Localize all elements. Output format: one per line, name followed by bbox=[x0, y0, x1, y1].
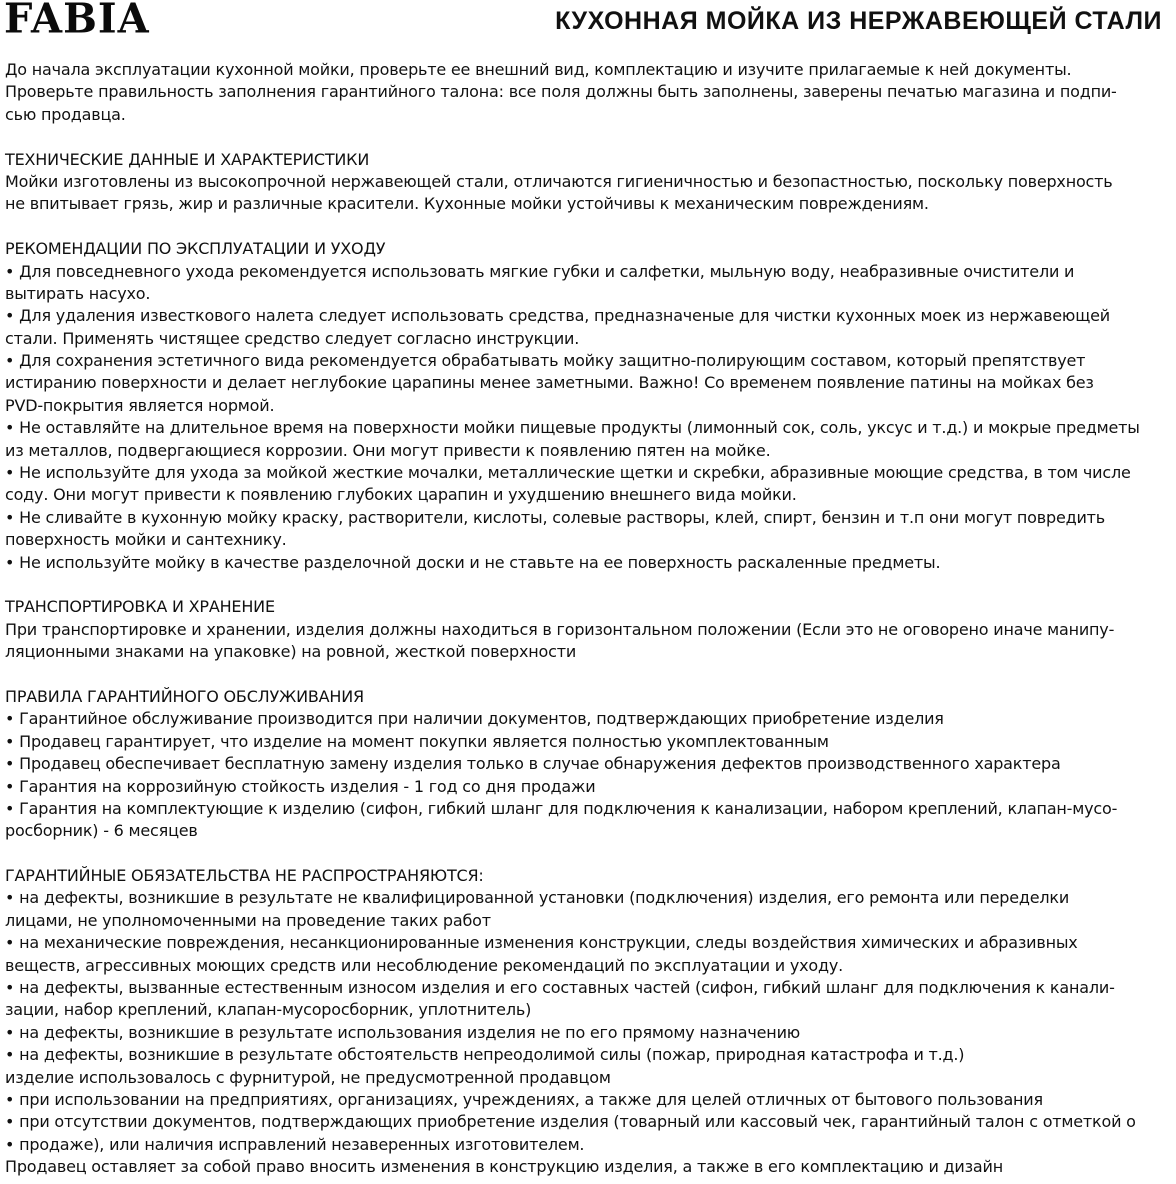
section-gap bbox=[5, 574, 1173, 596]
transport-heading: ТРАНСПОРТИРОВКА И ХРАНЕНИЕ bbox=[5, 597, 275, 617]
exclusions-line: • при отсутствии документов, подтверждающих приобретение изделия (товарный или кассовый чек, гарантийный талон с отметкой о bbox=[5, 1112, 1136, 1132]
warranty-line: • Гарантия на коррозийную стойкость изделия - 1 год со дня продажи bbox=[5, 776, 596, 796]
exclusions-line: • на дефекты, вызванные естественным износом изделия и его составных частей (сифон, гибкий шланг для подключения к канали- bbox=[5, 978, 1115, 998]
exclusions-line: изделие использовалось с фурнитурой, не предусмотренной продавцом bbox=[5, 1067, 611, 1087]
exclusions-line: зации, набор креплений, клапан-мусоросборник, уплотнитель) bbox=[5, 1000, 532, 1020]
care-line: • Для удаления известкового налета следует использовать средства, предназначеные для чистки кухонных моек из нержавеющей bbox=[5, 306, 1110, 326]
intro-line: До начала эксплуатации кухонной мойки, проверьте ее внешний вид, комплектацию и изучите прилагаемые к ней документы. bbox=[5, 60, 1072, 79]
warranty-line: • Гарантия на комплектующие к изделию (сифон, гибкий шланг для подключения к канализации, набором креплений, клапан-мусо- bbox=[5, 798, 1118, 818]
care-line: соду. Они могут привести к появлению глубоких царапин и ухудшению внешнего вида мойки. bbox=[5, 485, 797, 505]
transport-section bbox=[5, 596, 1173, 663]
warranty-heading: ПРАВИЛА ГАРАНТИЙНОГО ОБСЛУЖИВАНИЯ bbox=[5, 686, 364, 706]
exclusions-line: веществ, агрессивных моющих средств или несоблюдение рекомендаций по эксплуатации и уходу. bbox=[5, 955, 844, 975]
tech-line: не впитывает грязь, жир и различные красители. Кухонные мойки устойчивы к механическим повреждениям. bbox=[5, 194, 929, 214]
care-line: истиранию поверхности и делает неглубокие царапины менее заметными. Важно! Со временем появление патины на мойках без bbox=[5, 373, 1094, 393]
care-section bbox=[5, 238, 1173, 574]
tech-heading: ТЕХНИЧЕСКИЕ ДАННЫЕ И ХАРАКТЕРИСТИКИ bbox=[5, 149, 370, 169]
care-line: • Для повседневного ухода рекомендуется использовать мягкие губки и салфетки, мыльную воду, неабразивные очистители и bbox=[5, 261, 1075, 281]
care-heading: РЕКОМЕНДАЦИИ ПО ЭКСПЛУАТАЦИИ И УХОДУ bbox=[5, 239, 386, 259]
care-line: • Не используйте для ухода за мойкой жесткие мочалки, металлические щетки и скребки, абразивные моющие средства, в том числе bbox=[5, 463, 1131, 483]
document-body bbox=[5, 59, 1173, 1179]
document-header bbox=[0, 0, 1176, 48]
tech-line: Мойки изготовлены из высокопрочной нержавеющей стали, отличаются гигиеничностью и безопастностью, поскольку поверхность bbox=[5, 171, 1113, 191]
warranty-section bbox=[5, 686, 1173, 843]
warranty-line: • Гарантийное обслуживание производится при наличии документов, подтверждающих приобретение изделия bbox=[5, 709, 944, 729]
care-line: поверхность мойки и сантехнику. bbox=[5, 530, 287, 550]
section-gap bbox=[5, 126, 1173, 148]
care-line: • Для сохранения эстетичного вида рекомендуется обрабатывать мойку защитно-полирующим составом, который препятствует bbox=[5, 351, 1086, 371]
care-line: PVD-покрытия является нормой. bbox=[5, 395, 275, 415]
exclusions-line: лицами, не уполномоченными на проведение таких работ bbox=[5, 910, 491, 930]
care-line: из металлов, подвергающиеся коррозии. Они могут привести к появлению пятен на мойке. bbox=[5, 440, 771, 460]
exclusions-section bbox=[5, 865, 1173, 1178]
care-line: вытирать насухо. bbox=[5, 283, 151, 303]
tech-section bbox=[5, 149, 1173, 216]
exclusions-line: • при использовании на предприятиях, организациях, учреждениях, а также для целей отличных от бытового пользования bbox=[5, 1089, 1043, 1109]
warranty-line: • Продавец обеспечивает бесплатную замену изделия только в случае обнаружения дефектов производственного характера bbox=[5, 754, 1061, 774]
brand-logo: FABIA bbox=[4, 0, 150, 43]
care-line: • Не используйте мойку в качестве разделочной доски и не ставьте на ее поверхность раскаленные предметы. bbox=[5, 552, 941, 572]
transport-line: При транспортировке и хранении, изделия должны находиться в горизонтальном положении (Если это не оговорено иначе манипу- bbox=[5, 619, 1115, 639]
section-gap bbox=[5, 664, 1173, 686]
exclusions-line: • на дефекты, возникшие в результате обстоятельств непреодолимой силы (пожар, природная катастрофа и т.д.) bbox=[5, 1045, 965, 1065]
exclusions-line: • продаже), или наличия исправлений незаверенных изготовителем. bbox=[5, 1134, 585, 1154]
section-gap bbox=[5, 843, 1173, 865]
care-line: • Не сливайте в кухонную мойку краску, растворители, кислоты, солевые растворы, клей, спирт, бензин и т.п они могут повредить bbox=[5, 507, 1106, 527]
intro-line: сью продавца. bbox=[5, 104, 126, 124]
care-line: • Не оставляйте на длительное время на поверхности мойки пищевые продукты (лимонный сок, соль, уксус и т.д.) и мокрые предметы bbox=[5, 418, 1140, 438]
warranty-line: росборник) - 6 месяцев bbox=[5, 821, 198, 841]
intro-line: Проверьте правильность заполнения гарантийного талона: все поля должны быть заполнены, заверены печатью магазина и подпи- bbox=[5, 82, 1117, 102]
exclusions-heading: ГАРАНТИЙНЫЕ ОБЯЗАТЕЛЬСТВА НЕ РАСПРОСТРАНЯЮТСЯ: bbox=[5, 866, 484, 886]
section-gap bbox=[5, 216, 1173, 238]
transport-line: ляционными знаками на упаковке) на ровной, жесткой поверхности bbox=[5, 642, 577, 662]
warranty-line: • Продавец гарантирует, что изделие на момент покупки является полностью укомплектованным bbox=[5, 731, 829, 751]
exclusions-line: Продавец оставляет за собой право вносить изменения в конструкцию изделия, а также в его комплектацию и дизайн bbox=[5, 1157, 1003, 1177]
exclusions-line: • на механические повреждения, несанкционированные изменения конструкции, следы воздействия химических и абразивных bbox=[5, 933, 1078, 953]
care-line: стали. Применять чистящее средство следует согласно инструкции. bbox=[5, 328, 580, 348]
exclusions-line: • на дефекты, возникшие в результате не квалифицированной установки (подключения) изделия, его ремонта или переделки bbox=[5, 888, 1070, 908]
intro-section bbox=[5, 59, 1173, 126]
exclusions-line: • на дефекты, возникшие в результате использования изделия не по его прямому назначению bbox=[5, 1022, 801, 1042]
document-title: КУХОННАЯ МОЙКА ИЗ НЕРЖАВЕЮЩЕЙ СТАЛИ bbox=[555, 7, 1162, 35]
